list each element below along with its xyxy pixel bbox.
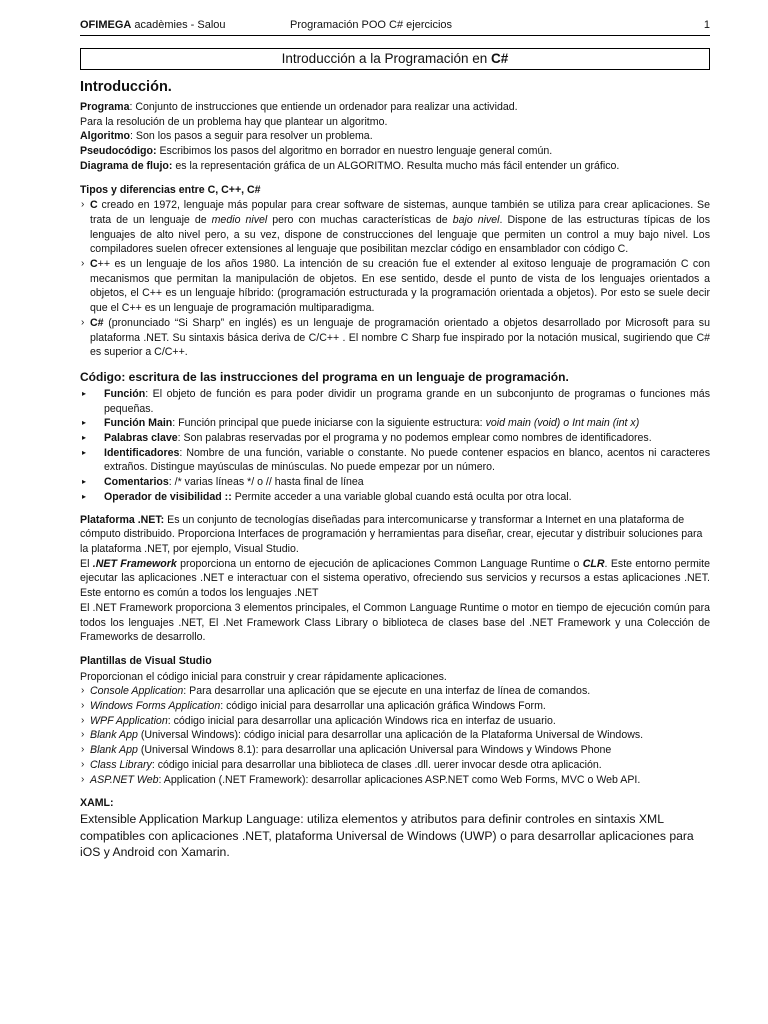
- list-item: › Blank App (Universal Windows 8.1): para desarrollar una aplicación Universal para Windows y Windows Phone: [80, 743, 710, 758]
- list-item: ▸ Operador de visibilidad :: Permite acceder a una variable global cuando está oculta por otra local.: [80, 490, 710, 505]
- paragraph: Plataforma .NET: Es un conjunto de tecnologías diseñadas para intercomunicarse y transformar a Internet en una plataforma de cómputo distribuido. Proporciona Interfaces de programación y herramientas para diseñar, crear, ejecutar y distribuir soluciones para la plataforma .NET, por ejemplo, Visual Studio.: [80, 513, 703, 555]
- list-item: › ASP.NET Web: Application (.NET Framework): desarrollar aplicaciones ASP.NET como Web Forms, MVC o Web API.: [80, 773, 710, 788]
- header-course: Programación POO C# ejercicios: [290, 19, 453, 31]
- page-header: [80, 18, 710, 36]
- intro-definitions: [80, 100, 710, 174]
- list-item: ▸ Palabras clave: Son palabras reservadas por el programa y no podemos emplear como nombres de identificadores.: [80, 431, 710, 446]
- header-page-number: 1: [703, 19, 710, 31]
- paragraph: El .NET Framework proporciona un entorno de ejecución de aplicaciones Common Language Runtime o CLR. Este entorno permite ejecutar las aplicaciones .NET e interactuar con el sistema operativo, ofreciendo sus servicios y recursos a estas aplicaciones .NET. Este entorno es común a todos los lenguajes .NET: [80, 557, 710, 600]
- list-item: ▸ Función Main: Función principal que puede iniciarse con la siguiente estructura: void main (void) o Int main (int x): [80, 416, 710, 431]
- tipos-list: [80, 198, 710, 360]
- paragraph: El .NET Framework proporciona 3 elementos principales, el Common Language Runtime o motor en tiempo de ejecución común para todos los lenguajes .NET, El .Net Framework Class Library o biblioteca de clases base del .NET Framework y una Colección de Frameworks de desarrollo.: [80, 601, 710, 644]
- list-item: › WPF Application: código inicial para desarrollar una aplicación Windows rica en interfaz de usuario.: [80, 714, 710, 729]
- list-item: › C creado en 1972, lenguaje más popular para crear software de sistemas, aunque también se utiliza para crear aplicaciones. Se trata de un lenguaje de medio nivel pero con muchas características de bajo nivel. Dispone de las estructuras típicas de los lenguajes de alto nivel pero, a su vez, dispone de construcciones del lenguaje que permiten un control a muy bajo nivel. Los compiladores suelen ofrecer extensiones al lenguaje que posibilitan mezclar código en ensamblador con código C.: [80, 198, 710, 257]
- tipos-heading: Tipos y diferencias entre C, C++, C#: [80, 183, 261, 196]
- codigo-list: [80, 387, 710, 505]
- list-item: › Blank App (Universal Windows): código inicial para desarrollar una aplicación de la Plataforma Universal de Windows.: [80, 728, 710, 743]
- list-item: ▸ Comentarios: /* varias líneas */ o // hasta final de línea: [80, 475, 710, 490]
- plantillas-intro: Proporcionan el código inicial para construir y crear rápidamente aplicaciones.: [80, 670, 447, 683]
- header-org: OFIMEGA acadèmies - Salou: [80, 19, 226, 31]
- net-section: [80, 513, 710, 645]
- xaml-heading: XAML:: [80, 797, 114, 810]
- xaml-text: Extensible Application Markup Language: utiliza elementos y atributos para definir controles en sintaxis XML compatibles con aplicaciones .NET, plataforma Universal de Windows (UWP) o para desarrollar aplicaciones para iOS y Android con Xamarin.: [80, 812, 694, 860]
- definition-line: Diagrama de flujo: es la representación gráfica de un ALGORITMO. Resulta mucho más fácil entender un gráfico.: [80, 159, 620, 172]
- definition-line: Pseudocódigo: Escribimos los pasos del algoritmo en borrador en nuestro lenguaje general común.: [80, 145, 553, 158]
- definition-line: Algoritmo: Son los pasos a seguir para resolver un problema.: [80, 130, 373, 143]
- intro-heading: Introducción.: [80, 79, 172, 95]
- plantillas-list: [80, 684, 710, 787]
- document-page: [80, 18, 710, 861]
- list-item: › Class Library: código inicial para desarrollar una biblioteca de clases .dll. uerer invocar desde otra aplicación.: [80, 758, 710, 773]
- definition-line: Programa: Conjunto de instrucciones que entiende un ordenador para realizar una actividad.: [80, 101, 518, 113]
- list-item: ▸ Identificadores: Nombre de una función, variable o constante. No puede contener espacios en blanco, acentos ni caracteres extraños. Distingue mayúsculas de minúsculas. No puede empezar por un número.: [80, 446, 710, 475]
- list-item: › Windows Forms Application: código inicial para desarrollar una aplicación gráfica Windows Form.: [80, 699, 710, 714]
- document-title: Introducción a la Programación en C#: [80, 48, 710, 70]
- plantillas-heading: Plantillas de Visual Studio: [80, 654, 212, 667]
- definition-line: Para la resolución de un problema hay que plantear un algoritmo.: [80, 115, 388, 128]
- list-item: › Console Application: Para desarrollar una aplicación que se ejecute en una interfaz de línea de comandos.: [80, 684, 710, 699]
- list-item: › C++ es un lenguaje de los años 1980. La intención de su creación fue el extender al exitoso lenguaje de programación C con mecanismos que permitan la manipulación de objetos. En ese sentido, desde el punto de vista de los lenguajes orientados a objetos, el C++ es un lenguaje híbrido: (programación estructurada y la programación orientada a objetos). Por esto se suele decir que el C++ es un lenguaje de programación multiparadigma.: [80, 257, 710, 316]
- list-item: ▸ Función: El objeto de función es para poder dividir un programa grande en un subconjunto de programas o funciones más pequeñas.: [80, 387, 710, 416]
- list-item: › C# (pronunciado “Si Sharp” en inglés) es un lenguaje de programación orientado a objetos desarrollado por Microsoft para su plataforma .NET. Su sintaxis básica deriva de C/C++ . El nombre C Sharp fue inspirado por la notación musical, sugiriendo que C# es superior a C/C++.: [80, 316, 710, 360]
- codigo-heading: Código: escritura de las instrucciones del programa en un lenguaje de programación.: [80, 369, 569, 384]
